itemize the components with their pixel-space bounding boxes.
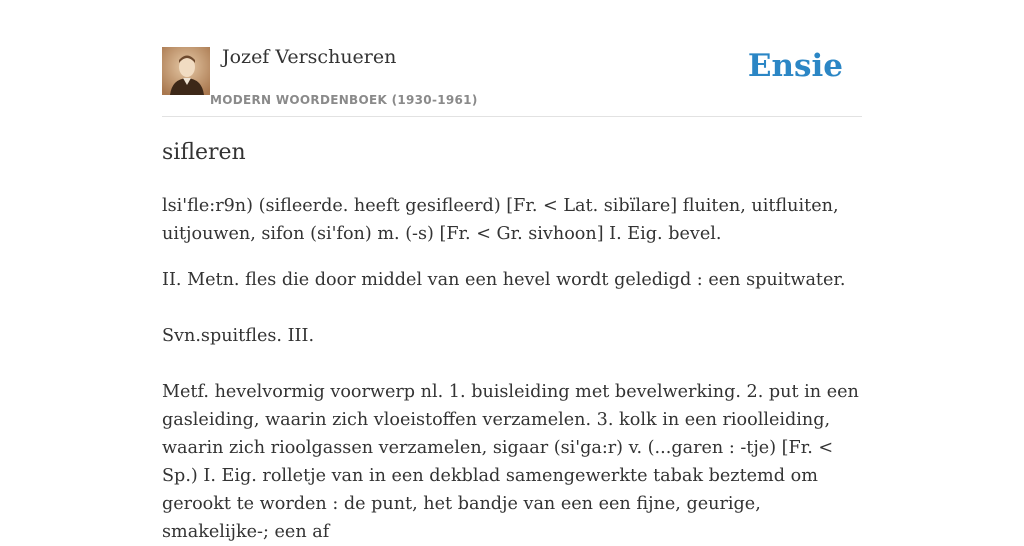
definition-paragraph: lsi'fle:r9n) (sifleerde. heeft gesifleerd) [Fr. < Lat. sibïlare] fluiten, uitfluiten, uitjouwen, sifon (si'fon) m. (-s) [Fr. < Gr. sivhoon] I. Eig. bevel. — [162, 196, 839, 244]
dictionary-source[interactable]: MODERN WOORDENBOEK (1930-1961) — [210, 93, 478, 107]
definition-paragraph: Metf. hevelvormig voorwerp nl. 1. buisleiding met bevelwerking. 2. put in een gasleiding, waarin zich vloeistoffen verzamelen. 3. kolk in een rioolleiding, waarin zich rioolgassen verzamelen, sigaar (si'ga:r) v. (...garen : -tje) [Fr. < Sp.) I. Eig. rolletje van in een dekblad samengewerkte tabak beztemd om gerookt te worden : de punt, het bandje van een een fijne, geurige, smakelijke-; een af — [162, 382, 859, 542]
author-name[interactable]: Jozef Verschueren — [222, 46, 397, 68]
ensie-logo[interactable]: Ensie — [747, 48, 843, 84]
author-avatar[interactable] — [162, 47, 210, 95]
headword-title: sifleren — [162, 140, 246, 165]
portrait-image — [162, 47, 210, 95]
definition-paragraph: Svn.spuitfles. III. — [162, 326, 315, 346]
definition-paragraph: II. Metn. fles die door middel van een hevel wordt geledigd : een spuitwater. — [162, 270, 846, 290]
definition-body — [162, 192, 862, 546]
entry-header — [162, 44, 862, 117]
